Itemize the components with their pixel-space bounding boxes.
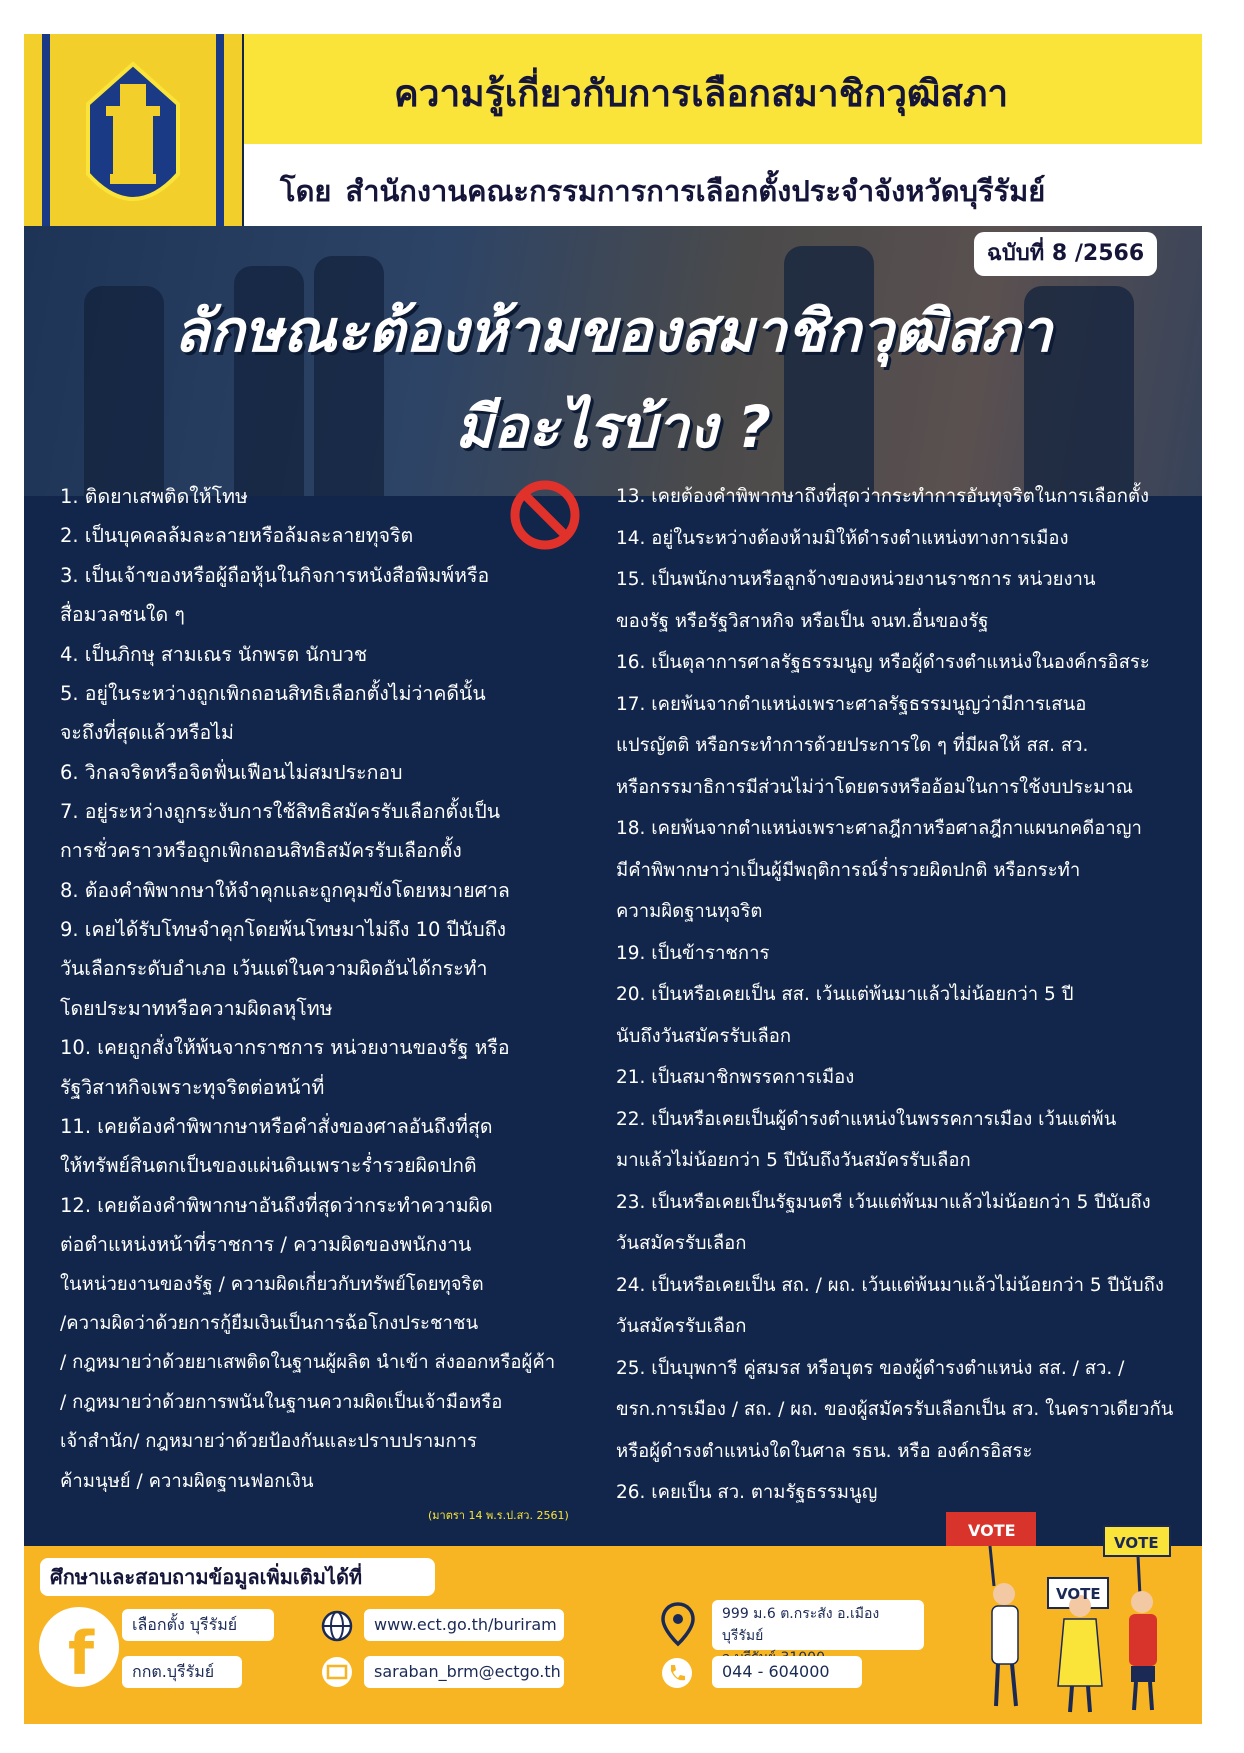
headline-line1: ลักษณะต้องห้ามของสมาชิกวุฒิสภา [173, 297, 1053, 365]
list-item: การชั่วคราวหรือถูกเพิกถอนสิทธิสมัครรับเลือกตั้ง [60, 839, 462, 862]
headline-line2: มีอะไรบ้าง ? [454, 393, 772, 461]
website-link[interactable]: www.ect.go.th/buriram [364, 1609, 564, 1641]
poster [24, 34, 1202, 1724]
list-item: 1. ติดยาเสพติดให้โทษ [60, 485, 248, 508]
list-item: วันสมัครรับเลือก [616, 1316, 747, 1337]
list-item: 13. เคยต้องคำพิพากษาถึงที่สุดว่ากระทำการอันทุจริตในการเลือกตั้ง [616, 486, 1149, 507]
list-item: มาแล้วไม่น้อยกว่า 5 ปีนับถึงวันสมัครรับเลือก [616, 1150, 971, 1171]
phone-icon [660, 1656, 694, 1690]
list-item: ให้ทรัพย์สินตกเป็นของแผ่นดินเพราะร่ำรวยผิดปกติ [60, 1154, 477, 1177]
list-item: 11. เคยต้องคำพิพากษาหรือคำสั่งของศาลอันถึงที่สุด [60, 1115, 493, 1138]
list-item: ต่อตำแหน่งหน้าที่ราชการ / ความผิดของพนักงาน [60, 1233, 472, 1256]
svg-text:f: f [68, 1619, 95, 1689]
list-item: โดยประมาทหรือความผิดลหุโทษ [60, 997, 333, 1020]
list-item: สื่อมวลชนใด ๆ [60, 603, 185, 626]
phone-number[interactable]: 044 - 604000 [712, 1656, 862, 1688]
list-item: 12. เคยต้องคำพิพากษาอันถึงที่สุดว่ากระทำความผิด [60, 1194, 493, 1217]
list-item: นับถึงวันสมัครรับเลือก [616, 1026, 792, 1047]
vote-sign-3: VOTE [1056, 1585, 1101, 1603]
list-item: 2. เป็นบุคคลล้มละลายหรือล้มละลายทุจริต [60, 524, 414, 547]
list-item: 16. เป็นตุลาการศาลรัฐธรรมนูญ หรือผู้ดำรงตำแหน่งในองค์กรอิสระ [616, 652, 1150, 673]
list-item: 17. เคยพ้นจากตำแหน่งเพราะศาลรัฐธรรมนูญว่ามีการเสนอ [616, 694, 1087, 715]
list-item: 18. เคยพ้นจากตำแหน่งเพราะศาลฎีกาหรือศาลฎีกาแผนกคดีอาญา [616, 818, 1142, 839]
list-item: 26. เคยเป็น สว. ตามรัฐธรรมนูญ [616, 1482, 878, 1503]
list-item: จะถึงที่สุดแล้วหรือไม่ [60, 721, 234, 744]
header-subtitle: โดย สำนักงานคณะกรรมการการเลือกตั้งประจำจังหวัดบุรีรัมย์ [280, 174, 1046, 208]
list-item: 10. เคยถูกสั่งให้พ้นจากราชการ หน่วยงานของรัฐ หรือ [60, 1036, 510, 1059]
list-item: 15. เป็นพนักงานหรือลูกจ้างของหน่วยงานราชการ หน่วยงาน [616, 569, 1096, 590]
list-item: 25. เป็นบุพการี คู่สมรส หรือบุตร ของผู้ดำรงตำแหน่ง สส. / สว. / [616, 1358, 1125, 1379]
list-item: 19. เป็นข้าราชการ [616, 943, 770, 964]
list-item: ค้ามนุษย์ / ความผิดฐานฟอกเงิน [60, 1471, 314, 1492]
facebook-icon[interactable] [36, 1604, 122, 1690]
list-item: มีคำพิพากษาว่าเป็นผู้มีพฤติการณ์ร่ำรวยผิดปกติ หรือกระทำ [616, 860, 1081, 881]
list-item: 7. อยู่ระหว่างถูกระงับการใช้สิทธิสมัครรับเลือกตั้งเป็น [60, 800, 501, 823]
header-title: ความรู้เกี่ยวกับการเลือกสมาชิกวุฒิสภา [394, 72, 1009, 115]
list-item: 23. เป็นหรือเคยเป็นรัฐมนตรี เว้นแต่พ้นมาแล้วไม่น้อยกว่า 5 ปีนับถึง [616, 1192, 1151, 1213]
list-item: 24. เป็นหรือเคยเป็น สถ. / ผถ. เว้นแต่พ้นมาแล้วไม่น้อยกว่า 5 ปีนับถึง [616, 1275, 1164, 1296]
list-item: ขรก.การเมือง / สถ. / ผถ. ของผู้สมัครรับเลือกเป็น สว. ในคราวเดียวกัน [616, 1399, 1174, 1420]
vote-sign-2: VOTE [1114, 1534, 1159, 1552]
list-item: หรือผู้ดำรงตำแหน่งใดในศาล รธน. หรือ องค์กรอิสระ [616, 1441, 1033, 1462]
list-item: 14. อยู่ในระหว่างต้องห้ามมิให้ดำรงตำแหน่งทางการเมือง [616, 528, 1069, 549]
contact-heading: ศึกษาและสอบถามข้อมูลเพิ่มเติมได้ที่ [40, 1558, 435, 1596]
list-item: วันเลือกระดับอำเภอ เว้นแต่ในความผิดอันได้กระทำ [60, 957, 488, 980]
facebook-page-1-link[interactable]: เลือกตั้ง บุรีรัมย์ [122, 1609, 274, 1641]
voters-illustration [944, 1474, 1194, 1724]
list-item: 9. เคยได้รับโทษจำคุกโดยพ้นโทษมาไม่ถึง 10 ปีนับถึง [60, 918, 507, 941]
address-line1: 999 ม.6 ต.กระสัง อ.เมืองบุรีรัมย์ [722, 1606, 880, 1644]
vote-sign-1: VOTE [968, 1521, 1016, 1540]
facebook-page-2-link[interactable]: กกต.บุรีรัมย์ [122, 1656, 242, 1688]
list-item: 5. อยู่ในระหว่างถูกเพิกถอนสิทธิเลือกตั้งไม่ว่าคดีนั้น [60, 682, 486, 705]
list-item: ความผิดฐานทุจริต [616, 901, 763, 922]
email-link[interactable]: saraban_brm@ectgo.th [364, 1656, 564, 1688]
list-item: 21. เป็นสมาชิกพรรคการเมือง [616, 1067, 855, 1088]
list-item: รัฐวิสาหกิจเพราะทุจริตต่อหน้าที่ [60, 1076, 325, 1099]
list-item: วันสมัครรับเลือก [616, 1233, 747, 1254]
list-item: หรือกรรมาธิการมีส่วนไม่ว่าโดยตรงหรืออ้อมในการใช้งบประมาณ [616, 777, 1133, 798]
prohibited-icon [508, 478, 582, 552]
legal-reference: (มาตรา 14 พ.ร.ป.สว. 2561) [428, 1509, 569, 1522]
ect-emblem-icon [58, 54, 208, 234]
list-item: 3. เป็นเจ้าของหรือผู้ถือหุ้นในกิจการหนังสือพิมพ์หรือ [60, 564, 490, 587]
list-item: /ความผิดว่าด้วยการกู้ยืมเงินเป็นการฉ้อโกงประชาชน [60, 1313, 479, 1334]
location-pin-icon [658, 1600, 698, 1648]
list-item: 4. เป็นภิกษุ สามเณร นักพรต นักบวช [60, 643, 368, 666]
list-item: เจ้าสำนัก/ กฎหมายว่าด้วยป้องกันและปราบปรามการ [60, 1431, 477, 1452]
list-item: / กฎหมายว่าด้วยการพนันในฐานความผิดเป็นเจ้ามือหรือ [60, 1392, 503, 1413]
list-item: 22. เป็นหรือเคยเป็นผู้ดำรงตำแหน่งในพรรคการเมือง เว้นแต่พ้น [616, 1109, 1117, 1130]
globe-icon [320, 1609, 354, 1643]
issue-badge: ฉบับที่ 8 /2566 [974, 232, 1157, 276]
list-item: 8. ต้องคำพิพากษาให้จำคุกและถูกคุมขังโดยหมายศาล [60, 879, 510, 902]
list-item: แปรญัตติ หรือกระทำการด้วยประการใด ๆ ที่มีผลให้ สส. สว. [616, 735, 1089, 756]
address-box [712, 1600, 924, 1650]
list-item: / กฎหมายว่าด้วยยาเสพติดในฐานผู้ผลิต นำเข้า ส่งออกหรือผู้ค้า [60, 1352, 556, 1373]
email-icon [320, 1655, 354, 1689]
list-item: ของรัฐ หรือรัฐวิสาหกิจ หรือเป็น จนท.อื่นของรัฐ [616, 611, 989, 632]
list-item: 6. วิกลจริตหรือจิตฟั่นเฟือนไม่สมประกอบ [60, 761, 403, 784]
list-item: ในหน่วยงานของรัฐ / ความผิดเกี่ยวกับทรัพย์โดยทุจริต [60, 1274, 484, 1295]
list-item: 20. เป็นหรือเคยเป็น สส. เว้นแต่พ้นมาแล้วไม่น้อยกว่า 5 ปี [616, 984, 1074, 1005]
